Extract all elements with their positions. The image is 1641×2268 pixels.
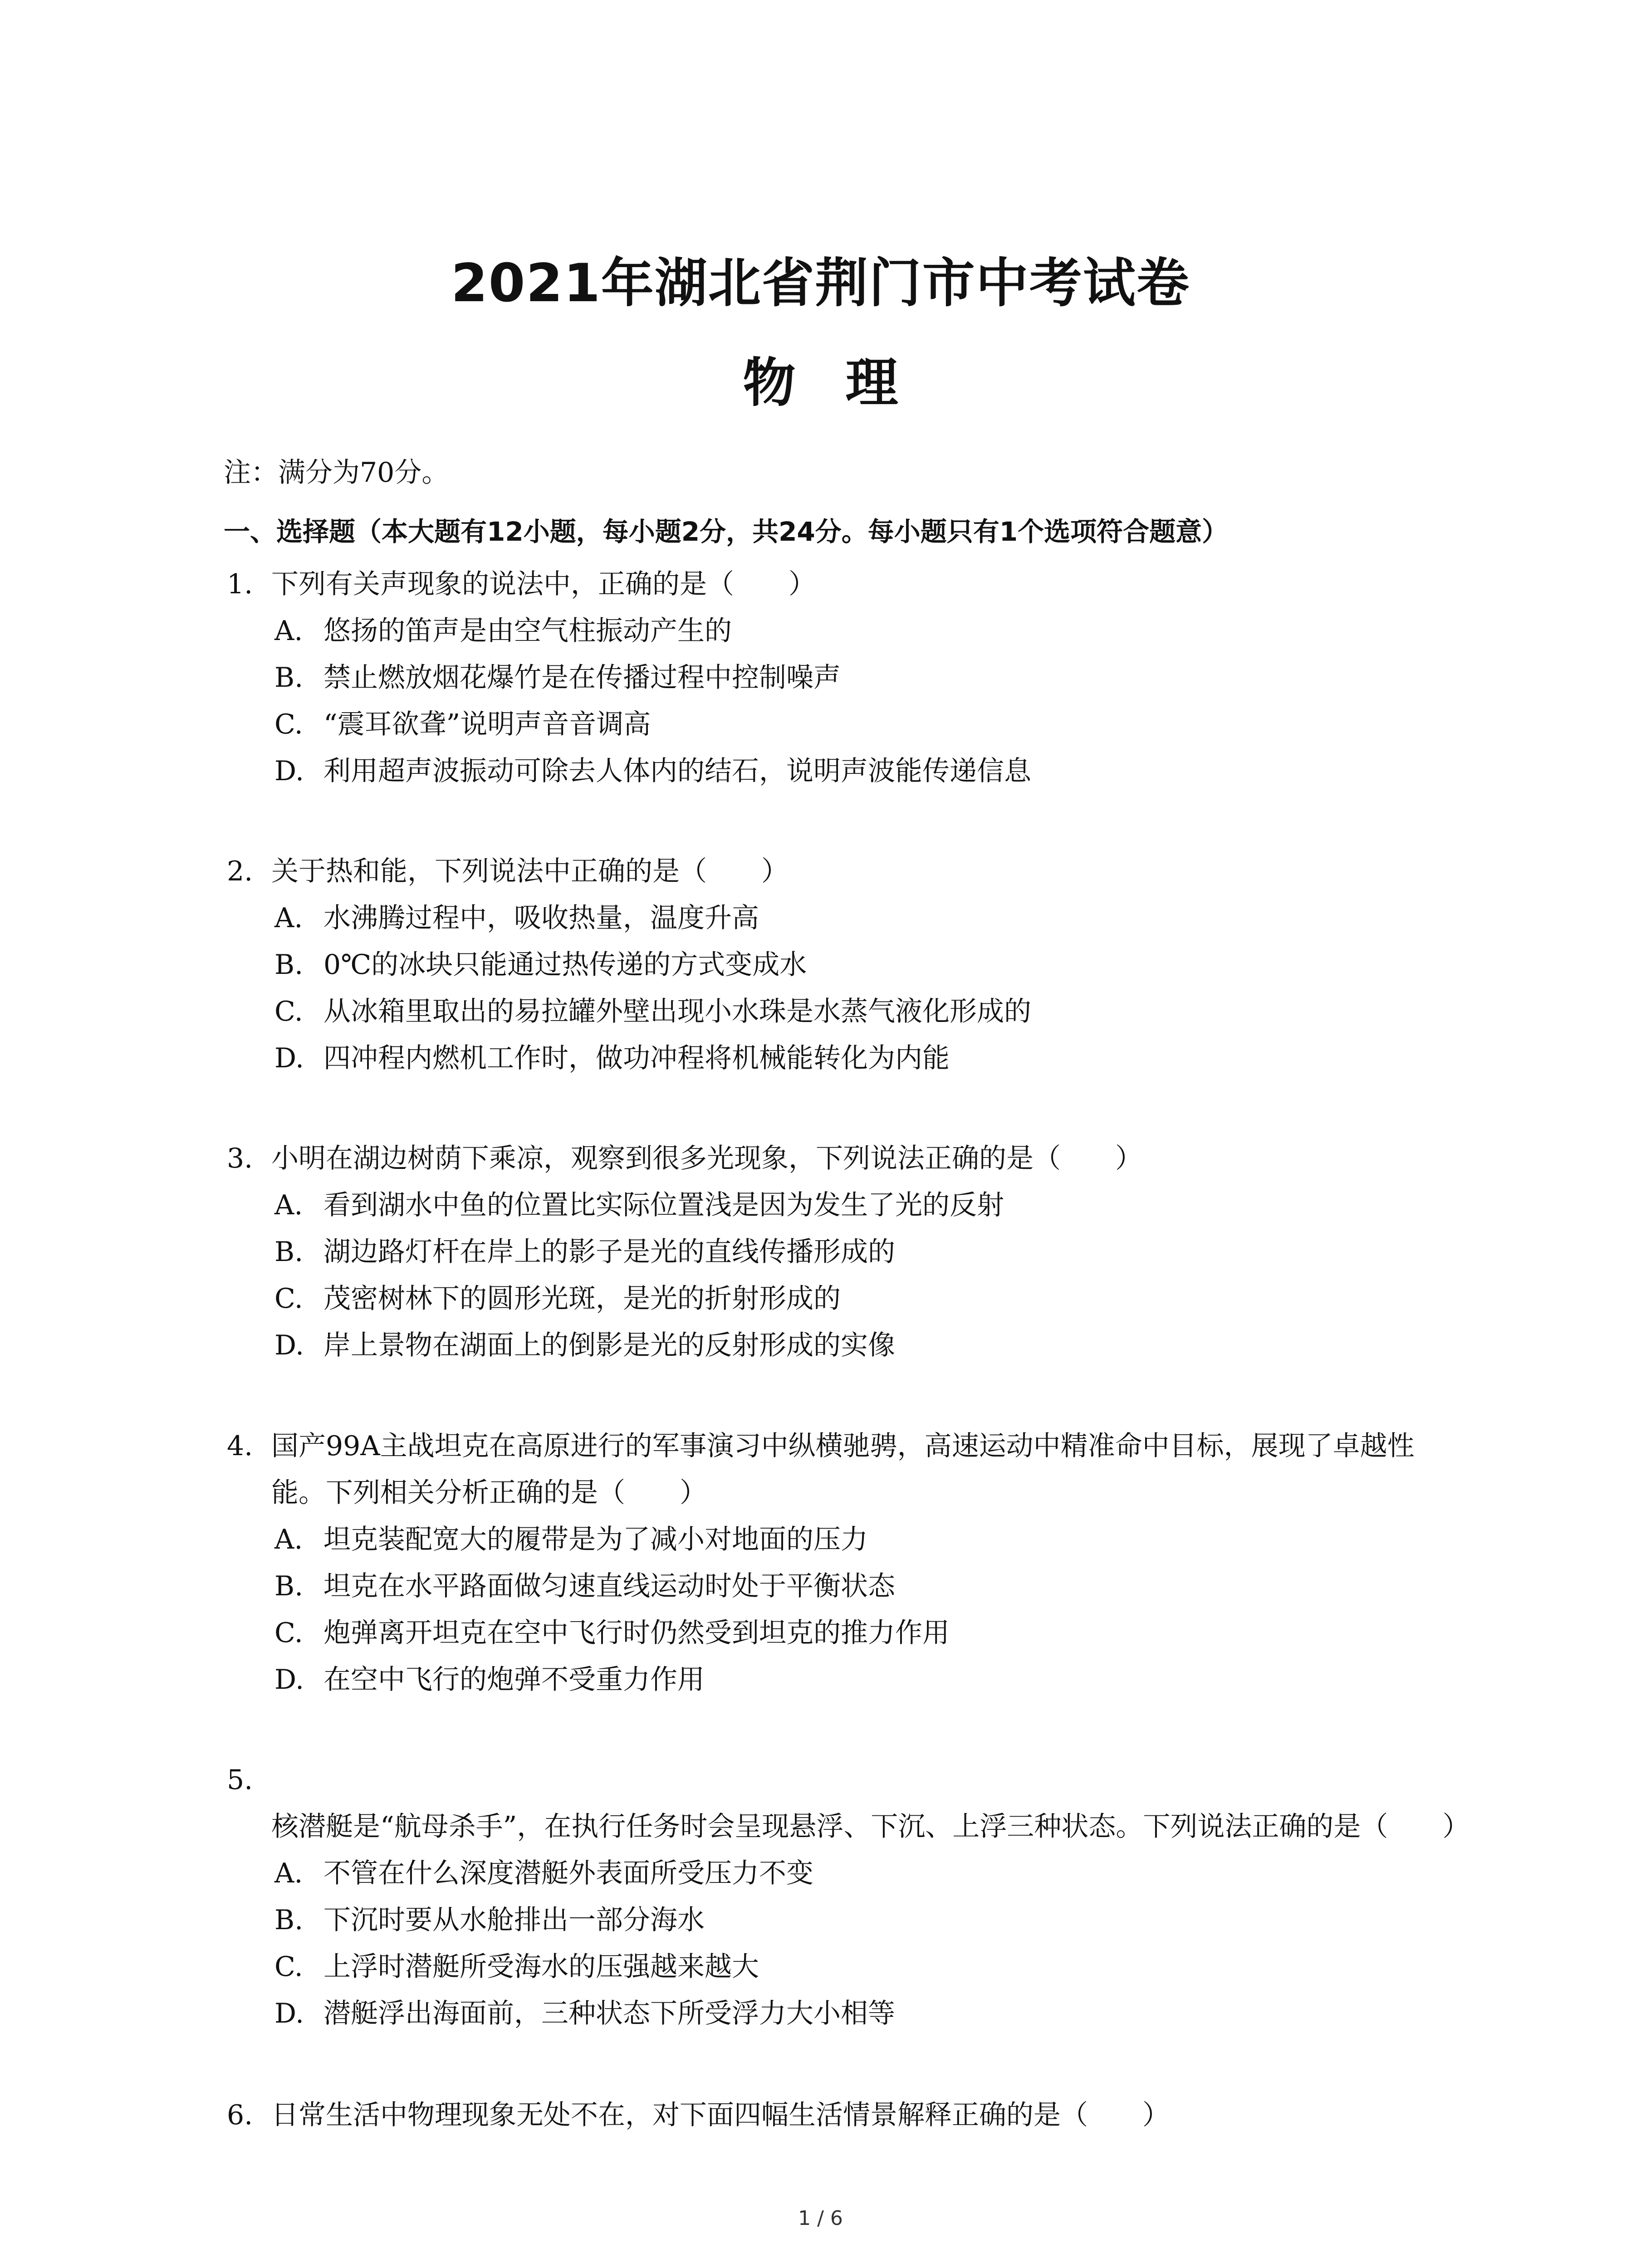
question-6 <box>227 2092 1461 2139</box>
option-b <box>227 1229 1461 1276</box>
option-text: “震耳欲聋”说明声音音调高 <box>323 709 651 740</box>
option-list <box>227 1516 1461 1703</box>
option-c <box>227 701 1461 748</box>
option-c <box>227 988 1461 1035</box>
option-text: 下沉时要从水舱排出一部分海水 <box>323 1904 705 1936</box>
option-text: 茂密树林下的圆形光斑，是光的折射形成的 <box>323 1283 841 1315</box>
question-text: 核潜艇是“航母杀手”，在执行任务时会呈现悬浮、下沉、上浮三种状态。下列说法正确的是（ ） <box>271 1811 1470 1843</box>
option-letter: A. <box>274 1189 303 1221</box>
question-1 <box>227 561 1461 795</box>
question-number: 4. <box>227 1430 253 1462</box>
question-stem <box>227 1757 1470 1850</box>
score-note: 注：满分为70分。 <box>224 457 449 489</box>
question-stem <box>227 1423 1461 1516</box>
option-c <box>227 1276 1461 1322</box>
option-text: 看到湖水中鱼的位置比实际位置浅是因为发生了光的反射 <box>323 1189 1004 1221</box>
option-text: 坦克装配宽大的履带是为了减小对地面的压力 <box>323 1524 868 1555</box>
section-heading: 一、选择题（本大题有12小题，每小题2分，共24分。每小题只有1个选项符合题意） <box>224 516 1229 547</box>
option-a <box>227 1850 1461 1897</box>
question-3 <box>227 1135 1461 1369</box>
option-letter: A. <box>274 615 303 647</box>
option-a <box>227 1516 1461 1563</box>
page-number: 1 / 6 <box>798 2207 843 2230</box>
option-d <box>227 1322 1461 1369</box>
option-list <box>227 608 1461 795</box>
option-text: 利用超声波振动可除去人体内的结石，说明声波能传递信息 <box>323 755 1031 787</box>
question-stem <box>227 1135 1461 1182</box>
option-d <box>227 1035 1461 1082</box>
question-5 <box>227 1757 1470 2037</box>
option-letter: B. <box>274 949 304 981</box>
option-text: 不管在什么深度潜艇外表面所受压力不变 <box>323 1857 813 1889</box>
option-letter: C. <box>274 996 303 1027</box>
option-letter: C. <box>274 1951 303 1983</box>
option-b <box>227 1897 1461 1944</box>
option-letter: C. <box>274 709 303 740</box>
option-letter: D. <box>274 1664 304 1696</box>
question-stem <box>227 561 1461 608</box>
option-a <box>227 895 1461 942</box>
question-number: 2. <box>227 855 253 887</box>
option-b <box>227 942 1461 988</box>
option-d <box>227 1990 1461 2037</box>
option-letter: D. <box>274 755 304 787</box>
option-text: 0℃的冰块只能通过热传递的方式变成水 <box>323 949 807 981</box>
option-text: 四冲程内燃机工作时，做功冲程将机械能转化为内能 <box>323 1042 950 1074</box>
question-number: 3. <box>227 1143 253 1174</box>
option-text: 坦克在水平路面做匀速直线运动时处于平衡状态 <box>323 1570 895 1602</box>
question-number: 6. <box>227 2099 253 2131</box>
option-text: 禁止燃放烟花爆竹是在传播过程中控制噪声 <box>323 662 841 694</box>
option-c <box>227 1944 1461 1990</box>
option-a <box>227 608 1461 655</box>
question-text: 下列有关声现象的说法中，正确的是（ ） <box>271 568 816 600</box>
question-stem <box>227 848 1461 895</box>
option-text: 岸上景物在湖面上的倒影是光的反射形成的实像 <box>323 1330 895 1361</box>
question-text: 关于热和能，下列说法中正确的是（ ） <box>271 855 789 887</box>
question-number: 5. <box>227 1764 253 1796</box>
option-list <box>227 895 1461 1082</box>
exam-title: 2021年湖北省荆门市中考试卷 <box>451 253 1190 314</box>
option-b <box>227 655 1461 701</box>
option-c <box>227 1610 1461 1657</box>
option-letter: A. <box>274 1857 303 1889</box>
option-letter: A. <box>274 1524 303 1555</box>
option-text: 水沸腾过程中，吸收热量，温度升高 <box>323 902 759 934</box>
option-letter: A. <box>274 902 303 934</box>
option-b <box>227 1563 1461 1610</box>
exam-subject: 物理 <box>743 352 948 414</box>
option-text: 上浮时潜艇所受海水的压强越来越大 <box>323 1951 759 1983</box>
option-d <box>227 748 1461 795</box>
question-4 <box>227 1423 1461 1703</box>
option-text: 炮弹离开坦克在空中飞行时仍然受到坦克的推力作用 <box>323 1617 950 1649</box>
option-letter: D. <box>274 1998 304 2029</box>
option-letter: B. <box>274 1570 304 1602</box>
option-letter: B. <box>274 1904 304 1936</box>
question-number: 1. <box>227 568 253 600</box>
option-text: 潜艇浮出海面前，三种状态下所受浮力大小相等 <box>323 1998 895 2029</box>
option-text: 从冰箱里取出的易拉罐外壁出现小水珠是水蒸气液化形成的 <box>323 996 1031 1027</box>
option-d <box>227 1657 1461 1703</box>
option-text: 湖边路灯杆在岸上的影子是光的直线传播形成的 <box>323 1236 895 1268</box>
question-text: 小明在湖边树荫下乘凉，观察到很多光现象，下列说法正确的是（ ） <box>271 1143 1142 1174</box>
option-text: 在空中飞行的炮弹不受重力作用 <box>323 1664 705 1696</box>
question-text: 国产99A主战坦克在高原进行的军事演习中纵横驰骋，高速运动中精准命中目标，展现了卓越性能。下列相关分析正确的是（ ） <box>271 1430 1415 1509</box>
option-text: 悠扬的笛声是由空气柱振动产生的 <box>323 615 732 647</box>
option-letter: B. <box>274 1236 304 1268</box>
question-stem <box>227 2092 1461 2139</box>
option-letter: C. <box>274 1617 303 1649</box>
option-letter: D. <box>274 1042 304 1074</box>
question-text: 日常生活中物理现象无处不在，对下面四幅生活情景解释正确的是（ ） <box>271 2099 1170 2131</box>
option-letter: B. <box>274 662 304 694</box>
option-list <box>227 1182 1461 1369</box>
option-letter: C. <box>274 1283 303 1315</box>
option-a <box>227 1182 1461 1229</box>
option-list <box>227 1850 1461 2037</box>
question-2 <box>227 848 1461 1082</box>
option-letter: D. <box>274 1330 304 1361</box>
